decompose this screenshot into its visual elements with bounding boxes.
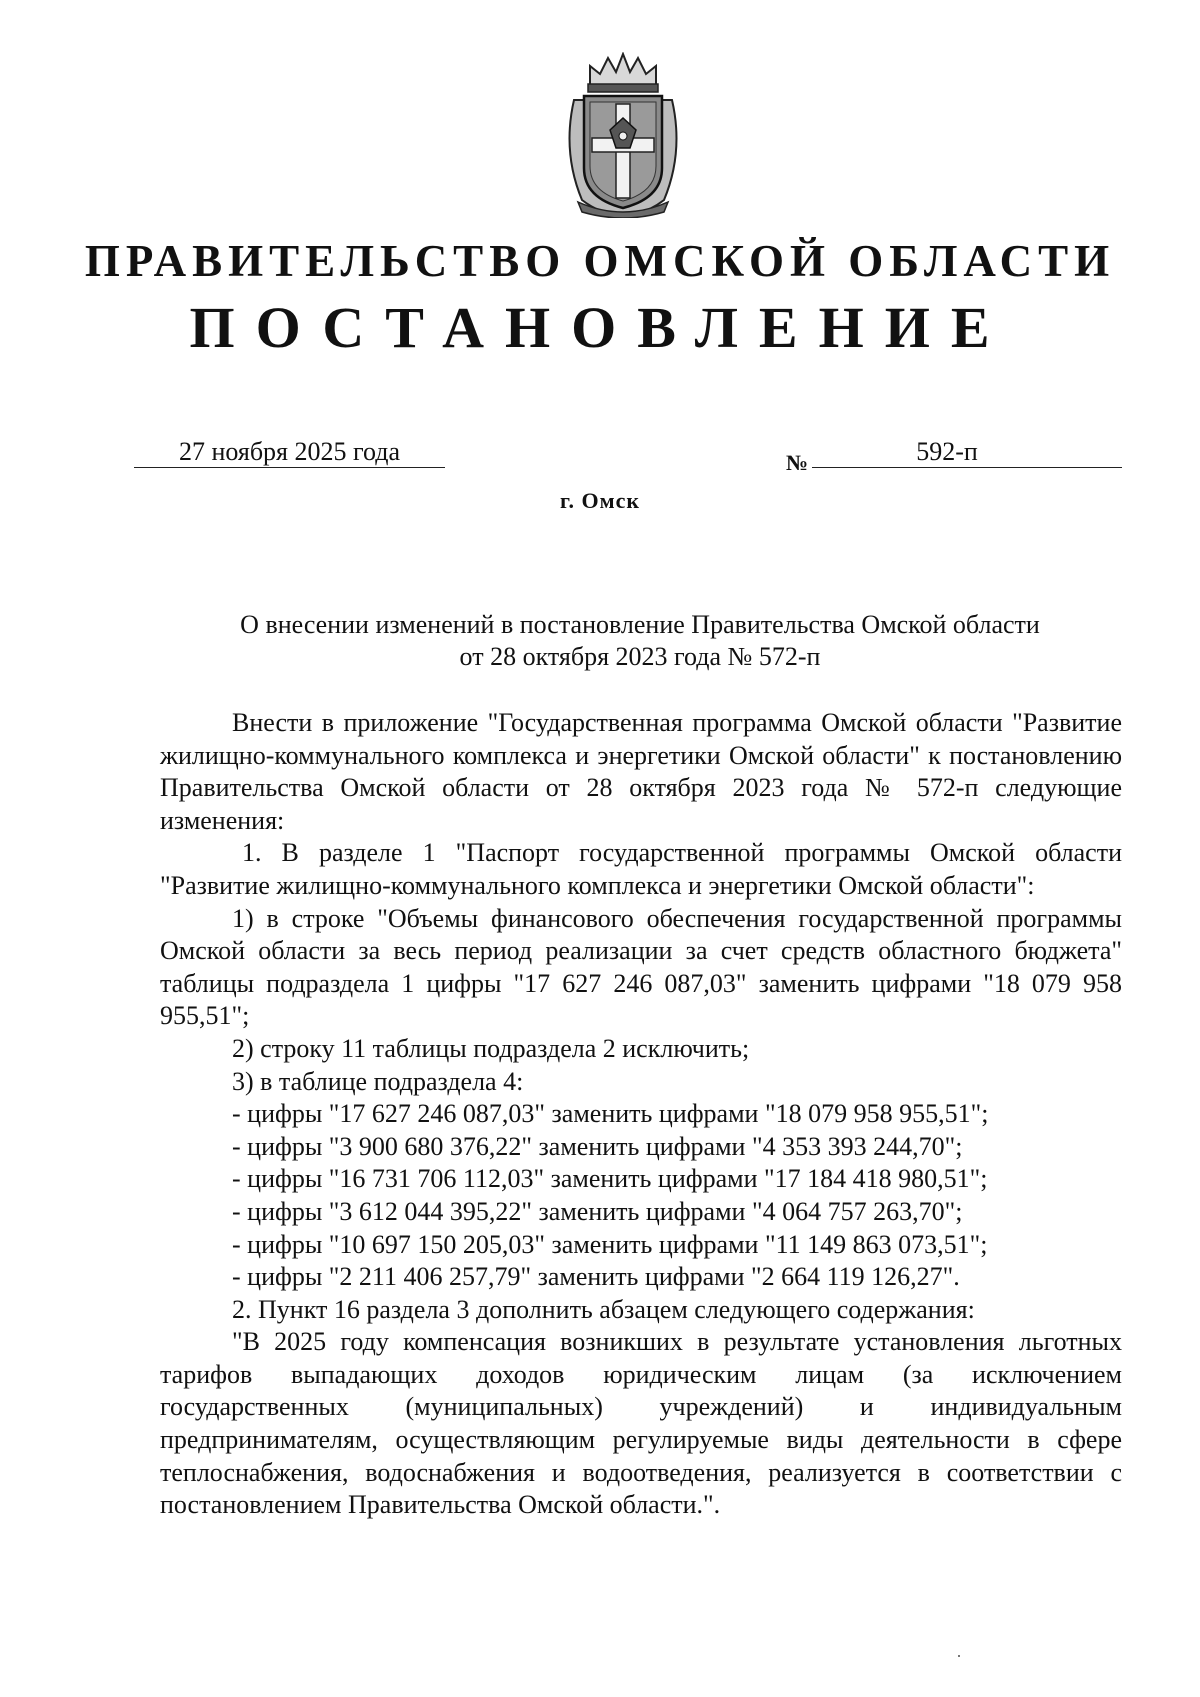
body-item-2: 2. Пункт 16 раздела 3 дополнить абзацем следующего содержания: [232,1294,975,1324]
subject-line-1: О внесении изменений в постановление Правительства Омской области [240,610,1040,639]
document-body [160,707,1122,1522]
document-date: 27 ноября 2025 года [134,437,445,468]
coat-of-arms-icon [560,52,686,218]
document-subject [160,609,1120,673]
city-label: г. Омск [559,488,641,513]
scan-speck [958,1655,960,1657]
replacement-line: - цифры "3 900 680 376,22" заменить цифрами "4 353 393 244,70"; [232,1131,963,1161]
body-item-1: 1. В разделе 1 "Паспорт государственной программы Омской области "Развитие жилищно-коммунального комплекса и энергетики Омской области": [160,838,1122,900]
body-item-1-1: 1) в строке "Объемы финансового обеспечения государственной программы Омской области за весь период реализации за счет средств областного бюджета" таблицы подраздела 1 цифры "17 627 246 087,03" заменить цифрами "18 079 958 955,51"; [160,903,1122,1031]
body-item-1-2: 2) строку 11 таблицы подраздела 2 исключить; [232,1033,750,1063]
organization-title: ПРАВИТЕЛЬСТВО ОМСКОЙ ОБЛАСТИ [84,236,1116,286]
replacement-line: - цифры "2 211 406 257,79" заменить цифрами "2 664 119 126,27". [232,1262,960,1292]
body-item-2-quote: "В 2025 году компенсация возникших в результате установления льготных тарифов выпадающих доходов юридическим лицам (за исключением государственных (муниципальных) учреждений) и индивидуальным предпринимателям, осуществляющим регулируемые виды деятельности в сфере теплоснабжения, водоснабжения и водоотведения, реализуется в соответствии с постановлением Правительства Омской области.". [160,1327,1122,1520]
replacement-line: - цифры "10 697 150 205,03" заменить цифрами "11 149 863 073,51"; [232,1229,988,1259]
replacement-line: - цифры "17 627 246 087,03" заменить цифрами "18 079 958 955,51"; [232,1099,989,1129]
replacement-line: - цифры "16 731 706 112,03" заменить цифрами "17 184 418 980,51"; [232,1164,988,1194]
subject-line-2: от 28 октября 2023 года № 572-п [459,642,821,671]
document-type-title: ПОСТАНОВЛЕНИЕ [189,295,1011,360]
body-item-1-3: 3) в таблице подраздела 4: [232,1066,524,1096]
body-intro: Внести в приложение "Государственная программа Омской области "Развитие жилищно-коммунального комплекса и энергетики Омской области" к постановлению Правительства Омской области от 28 октября 2023 года № 572-п следующие изменения: [160,708,1122,835]
number-label: № [786,450,809,475]
document-number: 592-п [812,437,1122,468]
replacement-line: - цифры "3 612 044 395,22" заменить цифрами "4 064 757 263,70"; [232,1196,963,1226]
